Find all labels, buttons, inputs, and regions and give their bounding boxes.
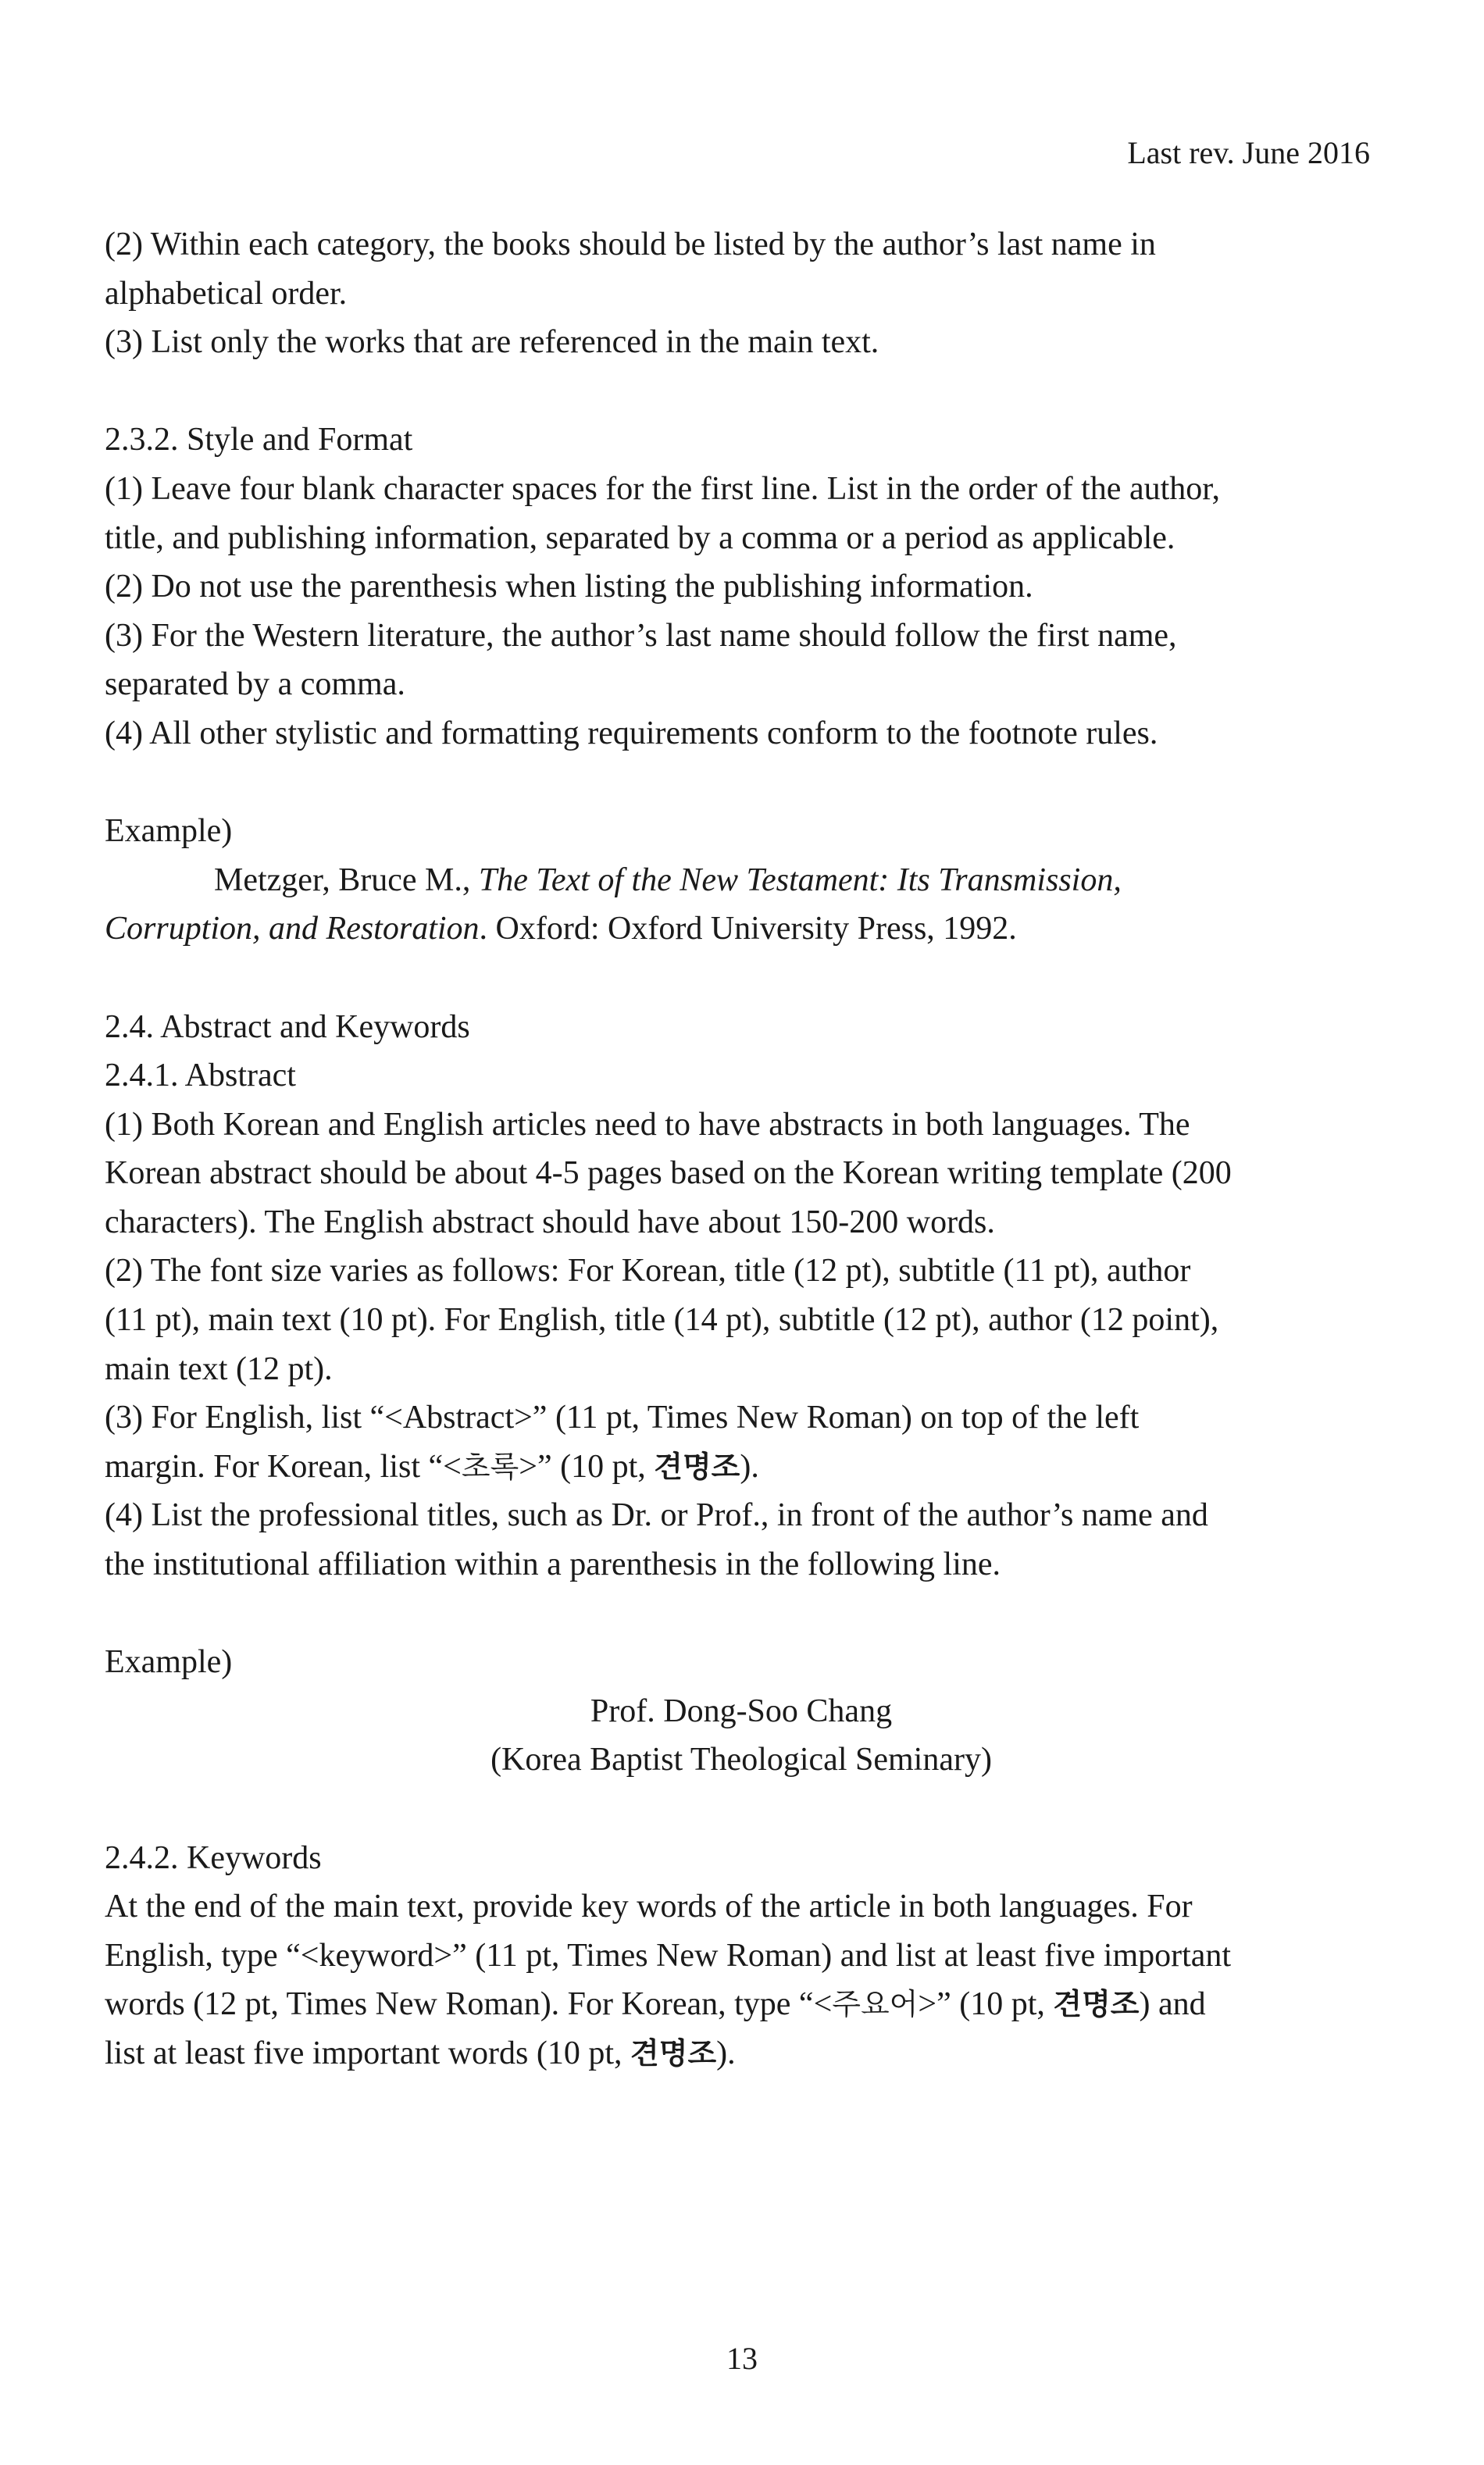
body-text <box>105 220 1378 2078</box>
revision-date: Last rev. June 2016 <box>1127 135 1370 170</box>
list-item-continued: main text (12 pt). <box>105 1350 333 1387</box>
list-item-continued: the institutional affiliation within a parenthesis in the following line. <box>105 1546 1001 1583</box>
korean-font-name: 견명조 <box>1053 1987 1140 2022</box>
list-item: (3) For English, list “<Abstract>” (11 pt, Times New Roman) on top of the left <box>105 1400 1140 1436</box>
paragraph-line: words (12 pt, Times New Roman). For Korean, type “<주요어>” (10 pt, 견명조) and <box>105 1986 1206 2023</box>
bibliography-example <box>105 856 1378 905</box>
paragraph-line: list at least five important words (10 pt, 견명조). <box>105 2035 736 2071</box>
example-label: Example) <box>105 1644 233 1681</box>
korean-text: 초록 <box>461 1449 519 1484</box>
example-label: Example) <box>105 813 233 850</box>
section-heading-2-4-1: 2.4.1. Abstract <box>105 1058 296 1094</box>
bib-title: The Text of the New Testament: Its Transmission, <box>478 862 1122 898</box>
korean-font-name: 견명조 <box>654 1449 740 1484</box>
bib-title-continued: Corruption, and Restoration <box>105 911 480 947</box>
list-item-continued: (11 pt), main text (10 pt). For English, title (14 pt), subtitle (12 pt), author (12 point), <box>105 1302 1219 1339</box>
korean-text: 주요어 <box>832 1987 919 2022</box>
section-heading-2-3-2: 2.3.2. Style and Format <box>105 422 413 458</box>
bib-author: Metzger, Bruce M., <box>214 862 479 898</box>
list-item: (3) For the Western literature, the author’s last name should follow the first name, <box>105 617 1177 654</box>
korean-font-name: 견명조 <box>630 2035 717 2071</box>
example-author-name: Prof. Dong-Soo Chang <box>590 1693 893 1729</box>
list-item: (1) Leave four blank character spaces for the first line. List in the order of the author, <box>105 470 1221 507</box>
list-item-continued: separated by a comma. <box>105 666 405 703</box>
list-item-continued: title, and publishing information, separated by a comma or a period as applicable. <box>105 519 1175 556</box>
list-item: (1) Both Korean and English articles need to have abstracts in both languages. The <box>105 1106 1190 1143</box>
paragraph-line: At the end of the main text, provide key words of the article in both languages. For <box>105 1889 1193 1925</box>
bib-publisher: . Oxford: Oxford University Press, 1992. <box>479 911 1017 947</box>
page-number: 13 <box>726 2341 758 2376</box>
list-item: (4) List the professional titles, such as Dr. or Prof., in front of the author’s name and <box>105 1497 1208 1534</box>
list-item-continued: margin. For Korean, list “<초록>” (10 pt, 견명조). <box>105 1448 759 1485</box>
example-affiliation: (Korea Baptist Theological Seminary) <box>491 1742 992 1778</box>
list-item-continued: characters). The English abstract should have about 150-200 words. <box>105 1204 995 1240</box>
list-item-continued: Korean abstract should be about 4-5 pages based on the Korean writing template (200 <box>105 1155 1232 1192</box>
list-item: (2) Do not use the parenthesis when listing the publishing information. <box>105 569 1033 605</box>
paragraph-line: English, type “<keyword>” (11 pt, Times New Roman) and list at least five important <box>105 1937 1232 1974</box>
list-item-continued: alphabetical order. <box>105 275 348 312</box>
list-item: (4) All other stylistic and formatting requirements conform to the footnote rules. <box>105 715 1158 751</box>
bibliography-example-continued <box>105 904 1378 954</box>
section-heading-2-4: 2.4. Abstract and Keywords <box>105 1008 470 1045</box>
section-heading-2-4-2: 2.4.2. Keywords <box>105 1839 322 1876</box>
list-item: (3) List only the works that are referenced in the main text. <box>105 324 879 361</box>
list-item: (2) The font size varies as follows: For Korean, title (12 pt), subtitle (11 pt), author <box>105 1253 1191 1290</box>
list-item: (2) Within each category, the books should be listed by the author’s last name in <box>105 227 1156 262</box>
